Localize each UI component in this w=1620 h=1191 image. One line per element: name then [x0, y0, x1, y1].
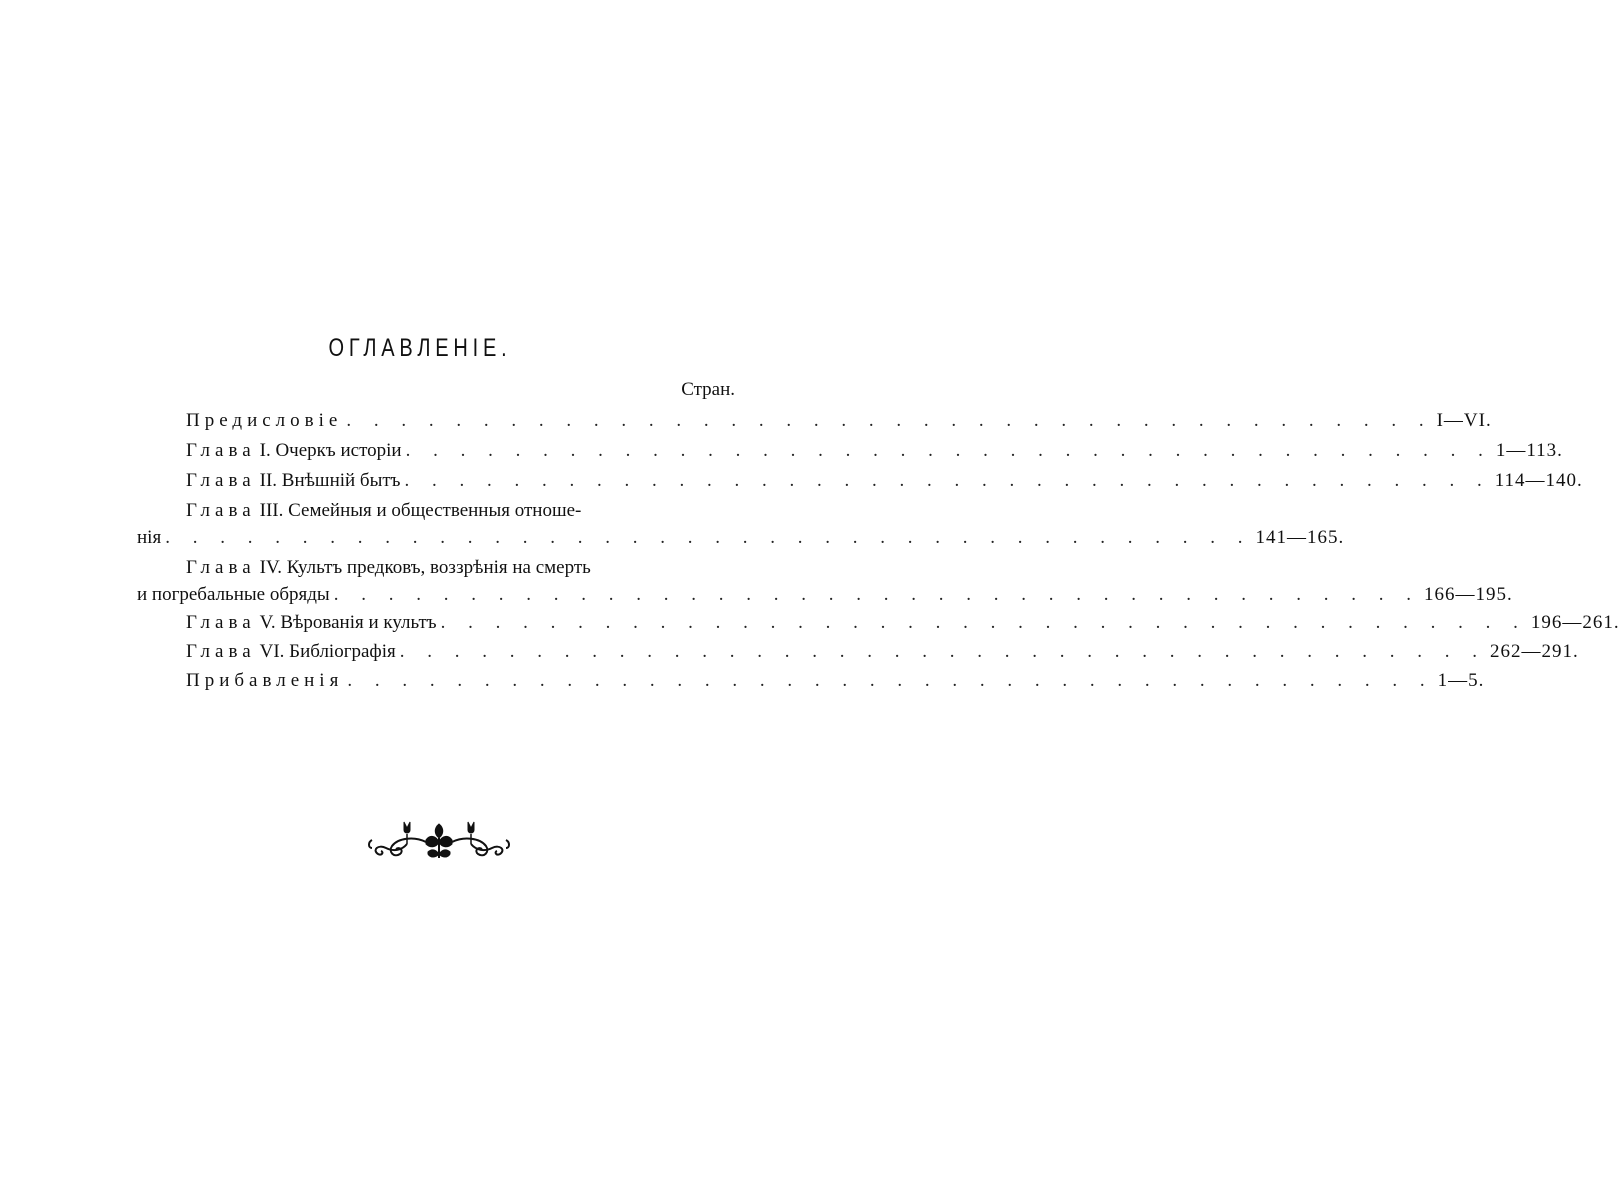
- toc-entry-pages: 114—140.: [1494, 470, 1583, 491]
- toc-entry-chapter-6: [186, 641, 1579, 663]
- toc-entry-title: II. Внѣшній бытъ: [259, 470, 401, 491]
- toc-entry-label: Предисловіе: [186, 410, 343, 431]
- toc-entry-title: I. Очеркъ исторіи: [259, 440, 402, 461]
- toc-entry-continuation: и погребальные обряды: [137, 584, 330, 605]
- toc-entry-preface: [186, 410, 1492, 432]
- toc-entry-pages: 196—261.: [1530, 612, 1620, 633]
- toc-entry-label: Глава: [186, 440, 256, 461]
- toc-entry-pages: 166—195.: [1423, 584, 1513, 605]
- toc-entry-label: Глава: [186, 470, 256, 491]
- dot-leader: . . . . . . . . . . . . . . . . . . . . . . . . . . . . . . . . . . . . . . . .: [404, 470, 1491, 491]
- pages-column-label: Стран.: [681, 379, 735, 400]
- dot-leader: . . . . . . . . . . . . . . . . . . . . . . . . . . . . . . . . . . . . . . . .: [399, 641, 1487, 662]
- dot-leader: . . . . . . . . . . . . . . . . . . . . . . . . . . . . . . . . . . . . . . . .: [440, 612, 1527, 633]
- toc-entry-label: Глава: [186, 500, 256, 521]
- toc-entry-title: VI. Библіографія: [259, 641, 396, 662]
- toc-entry-pages: 1—5.: [1437, 670, 1485, 691]
- dot-leader: . . . . . . . . . . . . . . . . . . . . . . . . . . . . . . . . . . . . . . . .: [405, 440, 1492, 461]
- dot-leader: . . . . . . . . . . . . . . . . . . . . . . . . . . . . . . . . . . . . . . . .: [346, 410, 1433, 431]
- toc-entry-chapter-4-continuation: [137, 584, 1513, 606]
- toc-entry-pages: 1—113.: [1495, 440, 1563, 461]
- toc-entry-pages: 141—165.: [1255, 527, 1345, 548]
- toc-entry-chapter-3: [186, 500, 740, 522]
- dot-leader: . . . . . . . . . . . . . . . . . . . . . . . . . . . . . . . . . . . . . . . .: [165, 527, 1252, 548]
- toc-entry-pages: 262—291.: [1490, 641, 1579, 662]
- dot-leader: . . . . . . . . . . . . . . . . . . . . . . . . . . . . . . . . . . . . . . . .: [347, 670, 1434, 691]
- page-title: ОГЛАВЛЕНІЕ.: [328, 334, 512, 362]
- toc-entry-chapter-3-continuation: [137, 527, 1345, 549]
- floral-ornament-icon: [364, 818, 514, 862]
- toc-entry-chapter-1: [186, 440, 1563, 462]
- toc-entry-title: V. Вѣрованія и культъ: [259, 612, 437, 633]
- toc-entry-chapter-2: [186, 470, 1583, 492]
- toc-entry-title: IV. Культъ предковъ, воззрѣнія на смерть: [259, 557, 591, 578]
- toc-entry-chapter-5: [186, 612, 1620, 634]
- toc-entry-label: Прибавленія: [186, 670, 344, 691]
- toc-entry-label: Глава: [186, 557, 256, 578]
- toc-entry-chapter-4: [186, 557, 740, 579]
- toc-entry-pages: I—VI.: [1436, 410, 1492, 431]
- toc-entry-appendix: [186, 670, 1485, 692]
- toc-entry-title: III. Семейныя и общественныя отноше-: [259, 500, 582, 521]
- toc-entry-continuation: нія: [137, 527, 162, 548]
- toc-entry-label: Глава: [186, 612, 256, 633]
- toc-entry-label: Глава: [186, 641, 256, 662]
- dot-leader: . . . . . . . . . . . . . . . . . . . . . . . . . . . . . . . . . . . . . . . .: [333, 584, 1420, 605]
